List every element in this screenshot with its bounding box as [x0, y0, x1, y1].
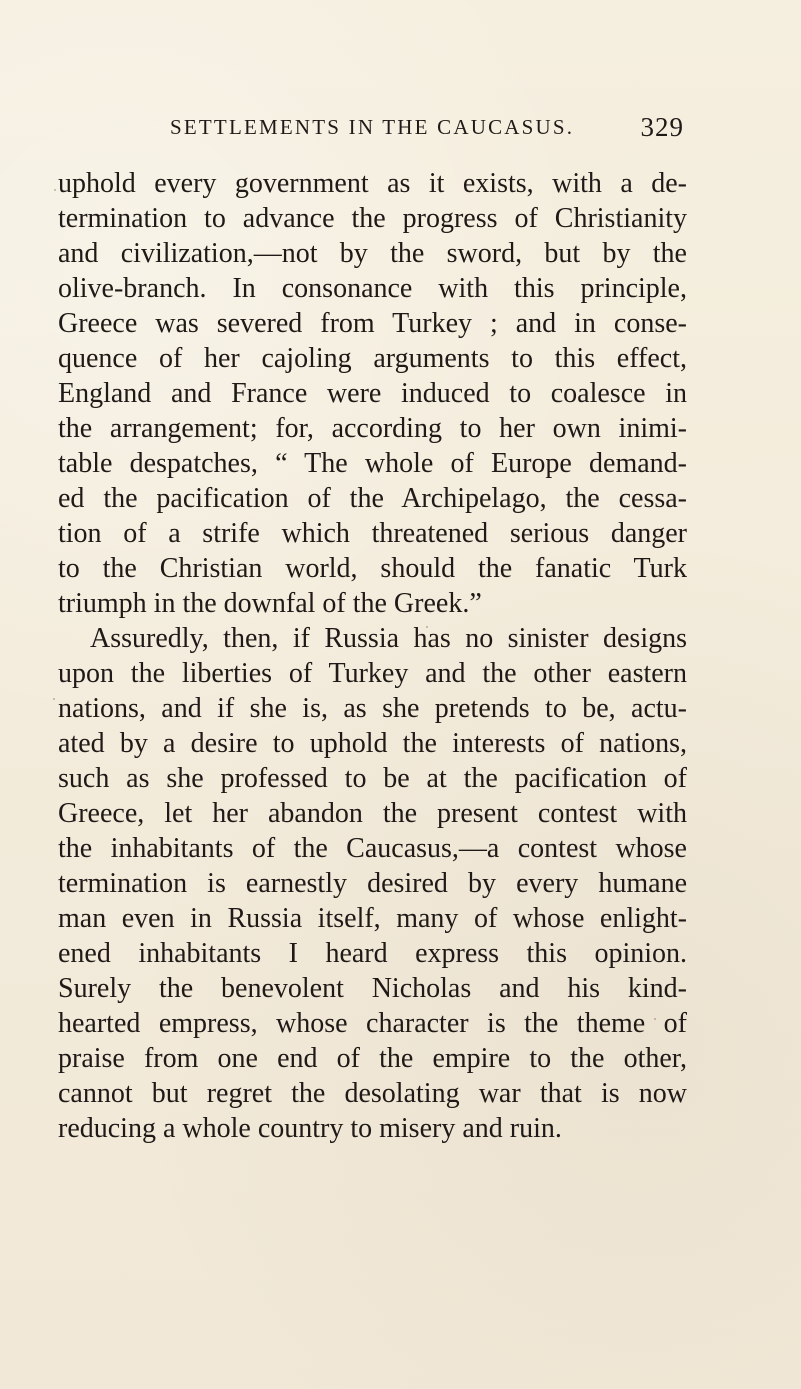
running-head: SETTLEMENTS IN THE CAUCASUS. [170, 115, 575, 139]
text-line: cannot but regret the desolating war that is now [58, 1078, 687, 1109]
text-line: termination is earnestly desired by every humane [58, 868, 687, 899]
text-line: reducing a whole country to misery and ruin. [58, 1113, 562, 1144]
page-number: 329 [640, 112, 684, 142]
text-line: table despatches, “ The whole of Europe demand- [58, 448, 687, 479]
page-header [170, 112, 684, 150]
text-line: Greece, let her abandon the present contest with [58, 798, 687, 829]
text-line: Greece was severed from Turkey ; and in conse- [58, 308, 687, 339]
text-line: man even in Russia itself, many of whose enlight- [58, 903, 687, 934]
text-line: tion of a strife which threatened serious danger [58, 518, 687, 549]
text-line: nations, and if she is, as she pretends to be, actu- [58, 693, 687, 724]
text-line: to the Christian world, should the fanatic Turk [58, 553, 687, 584]
text-line: Surely the benevolent Nicholas and his kind- [58, 973, 687, 1004]
text-line: and civilization,—not by the sword, but by the [58, 238, 687, 269]
paper-speck [53, 698, 55, 700]
text-line: such as she professed to be at the pacification of [58, 763, 687, 794]
text-line: upon the liberties of Turkey and the other eastern [58, 658, 687, 689]
text-line: ated by a desire to uphold the interests of nations, [58, 728, 687, 759]
body-text [58, 164, 687, 1289]
text-line: England and France were induced to coalesce in [58, 378, 687, 409]
paper-speck [54, 189, 56, 191]
text-line: the arrangement; for, according to her own inimi- [58, 413, 687, 444]
text-line: praise from one end of the empire to the other, [58, 1043, 687, 1074]
paragraph-start-line: Assuredly, then, if Russia has no sinister designs [90, 623, 687, 654]
text-line: termination to advance the progress of Christianity [58, 203, 687, 234]
paper-speck [426, 626, 428, 628]
text-line: ed the pacification of the Archipelago, the cessa- [58, 483, 687, 514]
text-line: ened inhabitants I heard express this opinion. [58, 938, 687, 969]
text-line: hearted empress, whose character is the theme of [58, 1008, 687, 1039]
text-line: uphold every government as it exists, with a de- [58, 168, 687, 199]
paper-speck [654, 1018, 656, 1020]
text-line: olive-branch. In consonance with this principle, [58, 273, 687, 304]
text-line: triumph in the downfal of the Greek.” [58, 588, 482, 619]
text-line: quence of her cajoling arguments to this effect, [58, 343, 687, 374]
text-line: the inhabitants of the Caucasus,—a contest whose [58, 833, 687, 864]
